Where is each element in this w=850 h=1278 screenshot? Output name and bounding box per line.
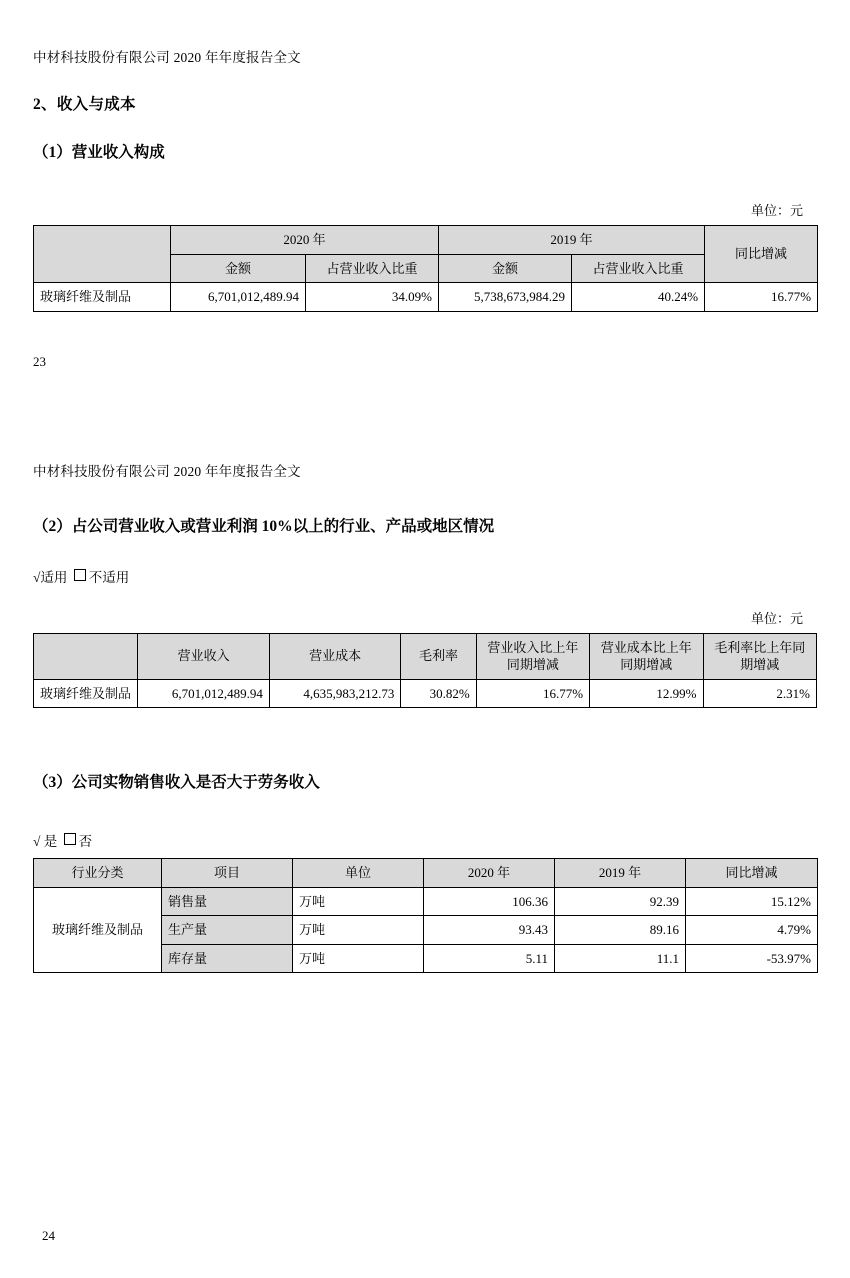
subsection-title-revenue-composition: （1）营业收入构成 (33, 144, 165, 161)
subheader-ratio-2019: 占营业收入比重 (572, 254, 705, 283)
section-title-income-cost: 2、收入与成本 (33, 96, 136, 113)
row-item: 销售量 (162, 887, 293, 916)
header-2019: 2019 年 (555, 859, 686, 888)
not-applicable-label: 不适用 (88, 569, 130, 585)
row-item: 库存量 (162, 944, 293, 973)
subheader-ratio-2020: 占营业收入比重 (306, 254, 439, 283)
header-yoy: 同比增减 (686, 859, 818, 888)
row-unit: 万吨 (293, 916, 424, 945)
row-item: 生产量 (162, 916, 293, 945)
row-2020: 93.43 (424, 916, 555, 945)
running-header-page24: 中材科技股份有限公司 2020 年年度报告全文 (33, 463, 301, 479)
row-amount-2019: 5,738,673,984.29 (439, 283, 572, 312)
header-revenue-yoy: 营业收入比上年同期增减 (476, 633, 589, 679)
row-unit: 万吨 (293, 944, 424, 973)
row-industry: 玻璃纤维及制品 (34, 887, 162, 973)
table-header-row (34, 226, 818, 255)
sales-volume-table (33, 858, 818, 973)
subheader-amount-2019: 金额 (439, 254, 572, 283)
header-year-2019: 2019 年 (439, 226, 705, 255)
subsection-title-10pct-industries: （2）占公司营业收入或营业利润 10%以上的行业、产品或地区情况 (33, 517, 495, 535)
running-header-page23: 中材科技股份有限公司 2020 年年度报告全文 (33, 50, 301, 65)
header-revenue: 营业收入 (138, 633, 270, 679)
table-row (34, 679, 817, 708)
revenue-composition-table (33, 225, 818, 312)
row-yoy: 15.12% (686, 887, 818, 916)
header-margin-yoy: 毛利率比上年同期增减 (703, 633, 816, 679)
row-ratio-2020: 34.09% (306, 283, 439, 312)
header-unit: 单位 (293, 859, 424, 888)
not-applicable-checkbox[interactable] (74, 569, 86, 581)
header-cost-yoy: 营业成本比上年同期增减 (590, 633, 703, 679)
row-2019: 92.39 (555, 887, 686, 916)
table-row (34, 887, 818, 916)
row-unit: 万吨 (293, 887, 424, 916)
applicable-selector-2 (33, 566, 817, 586)
subheader-amount-2020: 金额 (171, 254, 306, 283)
table-header-row (34, 859, 818, 888)
row-name: 玻璃纤维及制品 (34, 283, 171, 312)
applicable-label: 适用 (40, 569, 68, 585)
yes-no-selector-3 (33, 830, 817, 850)
no-checkbox[interactable] (64, 833, 76, 845)
applicable-check-mark: √ (33, 569, 41, 585)
no-label: 否 (78, 834, 93, 850)
row-revenue: 6,701,012,489.94 (138, 679, 270, 708)
yes-check-mark: √ (33, 834, 41, 850)
header-item: 项目 (162, 859, 293, 888)
unit-label-2: 单位：元 (750, 610, 803, 626)
row-margin-yoy: 2.31% (703, 679, 816, 708)
row-name: 玻璃纤维及制品 (34, 679, 138, 708)
row-gross-margin: 30.82% (401, 679, 476, 708)
row-ratio-2019: 40.24% (572, 283, 705, 312)
header-gross-margin: 毛利率 (401, 633, 476, 679)
header-2020: 2020 年 (424, 859, 555, 888)
yes-label: 是 (43, 834, 58, 850)
industry-detail-table (33, 633, 817, 709)
page-number-24: 24 (42, 1228, 55, 1243)
row-yoy: -53.97% (686, 944, 818, 973)
header-blank (34, 633, 138, 679)
subsection-title-physical-sales: （3）公司实物销售收入是否大于劳务收入 (33, 774, 320, 792)
unit-label-1: 单位：元 (750, 203, 803, 218)
row-cost: 4,635,983,212.73 (269, 679, 401, 708)
row-yoy: 16.77% (705, 283, 818, 312)
header-industry-class: 行业分类 (34, 859, 162, 888)
page-content (33, 0, 817, 973)
row-revenue-yoy: 16.77% (476, 679, 589, 708)
row-yoy: 4.79% (686, 916, 818, 945)
page-number-23: 23 (33, 353, 46, 369)
row-2020: 5.11 (424, 944, 555, 973)
row-cost-yoy: 12.99% (590, 679, 703, 708)
header-blank (34, 226, 171, 283)
table-row (34, 283, 818, 312)
table-header-row (34, 633, 817, 679)
row-2019: 11.1 (555, 944, 686, 973)
header-yoy: 同比增减 (705, 226, 818, 283)
row-2019: 89.16 (555, 916, 686, 945)
header-year-2020: 2020 年 (171, 226, 439, 255)
row-amount-2020: 6,701,012,489.94 (171, 283, 306, 312)
row-2020: 106.36 (424, 887, 555, 916)
header-cost: 营业成本 (269, 633, 401, 679)
